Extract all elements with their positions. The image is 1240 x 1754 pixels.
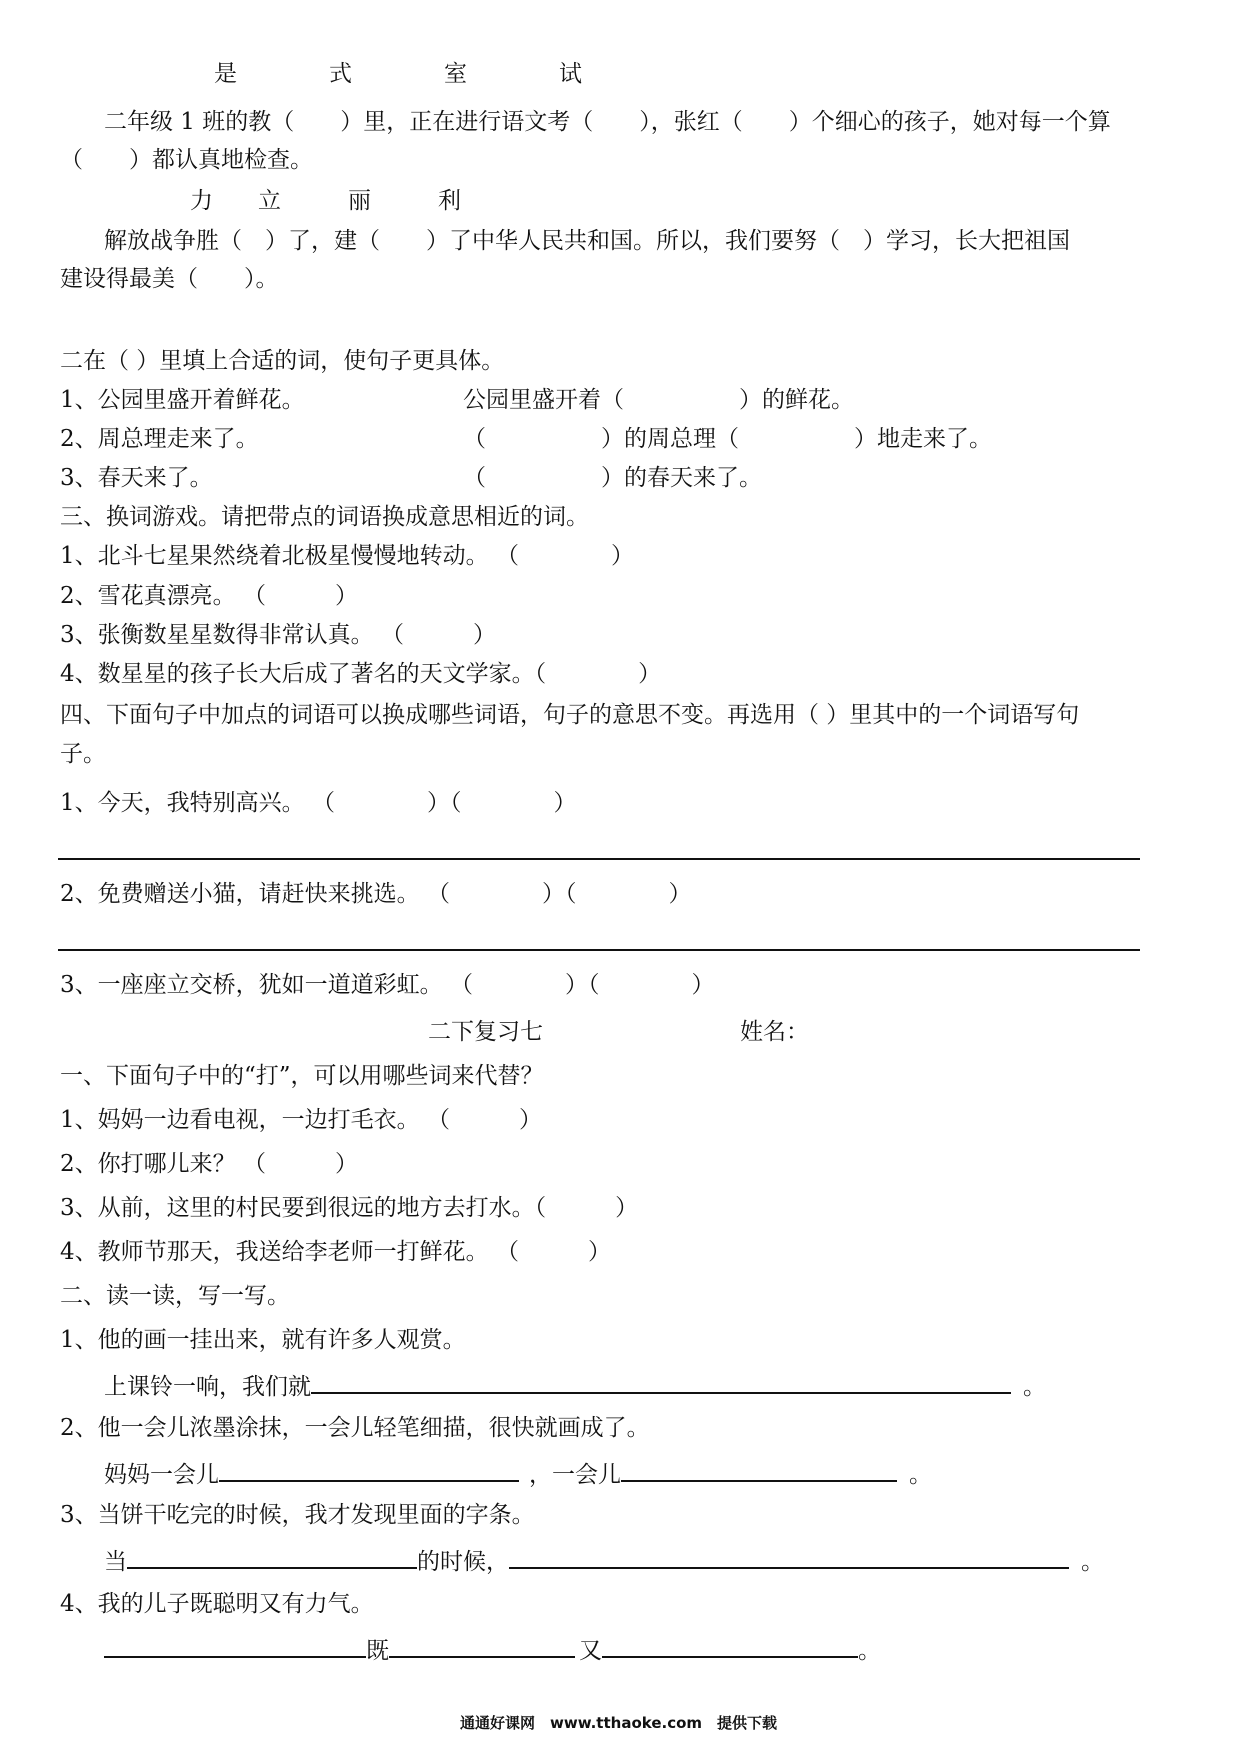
fill-item-left: 2、周总理走来了。 <box>60 426 259 452</box>
answer-blank[interactable] <box>389 1634 575 1658</box>
name-label: 姓名： <box>740 1019 809 1045</box>
section-replace-heading: 四、下面句子中加点的词语可以换成哪些词语，句子的意思不变。再选用（ ）里其中的一个词语写句 <box>60 702 1080 728</box>
word-choice: 室 <box>444 61 467 87</box>
read-q1-end: 。 <box>1023 1374 1046 1400</box>
read-q2-prompt-1: 妈妈一会儿 <box>104 1462 219 1488</box>
footer-credit: 通通好课网 www.tthaoke.com 提供下载 <box>460 1714 778 1732</box>
answer-blank[interactable] <box>127 1545 417 1569</box>
word-choice: 力 <box>190 188 213 214</box>
answer-blank[interactable] <box>509 1545 1069 1569</box>
passage-2-line-2: 建设得最美（ ）。 <box>60 266 279 292</box>
answer-line[interactable] <box>58 949 1140 951</box>
word-choices-1 <box>214 60 582 88</box>
da-item: 3、从前，这里的村民要到很远的地方去打水。（ ） <box>60 1195 639 1221</box>
section-swap-heading: 三、换词游戏。请把带点的词语换成意思相近的词。 <box>60 504 589 530</box>
read-q2-prompt-2: ，一会儿 <box>529 1462 621 1488</box>
fill-item-left: 3、春天来了。 <box>60 465 213 491</box>
read-q1: 1、他的画一挂出来，就有许多人观赏。 <box>60 1327 466 1353</box>
word-choice: 丽 <box>348 188 371 214</box>
da-item: 1、妈妈一边看电视，一边打毛衣。 （ ） <box>60 1107 542 1133</box>
answer-blank[interactable] <box>602 1634 858 1658</box>
read-q4-prompt-2: 又 <box>579 1638 602 1664</box>
fill-item-right: 公园里盛开着（ ）的鲜花。 <box>463 387 854 413</box>
fill-item-right: （ ）的春天来了。 <box>463 465 762 491</box>
read-q2: 2、他一会儿浓墨涂抹，一会儿轻笔细描，很快就画成了。 <box>60 1415 650 1441</box>
swap-item: 2、雪花真漂亮。 （ ） <box>60 583 358 609</box>
da-item: 4、教师节那天，我送给李老师一打鲜花。 （ ） <box>60 1239 611 1265</box>
read-q3-answer-row <box>104 1545 1104 1576</box>
read-q2-answer-row <box>104 1458 932 1489</box>
read-q3-end: 。 <box>1081 1549 1104 1575</box>
fill-item-right: （ ）的周总理（ ）地走来了。 <box>463 426 992 452</box>
read-q3-prompt-2: 的时候， <box>417 1549 509 1575</box>
word-choices-2 <box>190 187 461 215</box>
read-q4-answer-row <box>104 1634 881 1665</box>
read-q3-prompt-1: 当 <box>104 1549 127 1575</box>
read-q1-answer-row <box>104 1370 1046 1401</box>
da-item: 2、你打哪儿来？ （ ） <box>60 1151 358 1177</box>
word-choice: 是 <box>214 61 237 87</box>
read-q1-prompt: 上课铃一响，我们就 <box>104 1374 311 1400</box>
word-choice: 利 <box>438 188 461 214</box>
read-q4-end: 。 <box>858 1638 881 1664</box>
word-choice: 试 <box>559 61 582 87</box>
passage-2-line-1: 解放战争胜（ ）了，建（ ）了中华人民共和国。所以，我们要努（ ）学习，长大把祖国 <box>104 228 1070 254</box>
section-da-heading: 一、下面句子中的“打”，可以用哪些词来代替？ <box>60 1063 544 1089</box>
swap-item: 3、张衡数星星数得非常认真。 （ ） <box>60 622 496 648</box>
answer-blank[interactable] <box>104 1634 366 1658</box>
read-q3: 3、当饼干吃完的时候，我才发现里面的字条。 <box>60 1502 535 1528</box>
replace-item: 3、一座座立交桥，犹如一道道彩虹。 （ ）（ ） <box>60 972 715 998</box>
swap-item: 4、数星星的孩子长大后成了著名的天文学家。（ ） <box>60 661 662 687</box>
word-choice: 式 <box>329 61 352 87</box>
answer-blank[interactable] <box>311 1370 1011 1394</box>
answer-line[interactable] <box>58 858 1140 860</box>
answer-blank[interactable] <box>621 1458 897 1482</box>
section-replace-heading-cont: 子。 <box>60 741 106 767</box>
read-q4: 4、我的儿子既聪明又有力气。 <box>60 1591 374 1617</box>
replace-item: 2、免费赠送小猫，请赶快来挑选。 （ ）（ ） <box>60 881 692 907</box>
review-title: 二下复习七 <box>428 1019 543 1045</box>
swap-item: 1、北斗七星果然绕着北极星慢慢地转动。 （ ） <box>60 543 634 569</box>
read-q2-end: 。 <box>909 1462 932 1488</box>
read-q4-prompt-1: 既 <box>366 1638 389 1664</box>
answer-blank[interactable] <box>219 1458 519 1482</box>
passage-1-line-2: （ ）都认真地检查。 <box>60 147 313 173</box>
replace-item: 1、今天，我特别高兴。 （ ）（ ） <box>60 790 577 816</box>
word-choice: 立 <box>258 188 281 214</box>
section-read-heading: 二、读一读，写一写。 <box>60 1283 290 1309</box>
passage-1-line-1: 二年级 1 班的教（ ）里，正在进行语文考（ ），张红（ ）个细心的孩子，她对每一个算 <box>104 109 1111 135</box>
fill-item-left: 1、公园里盛开着鲜花。 <box>60 387 305 413</box>
section-fill-heading: 二在（ ）里填上合适的词，使句子更具体。 <box>60 348 505 374</box>
